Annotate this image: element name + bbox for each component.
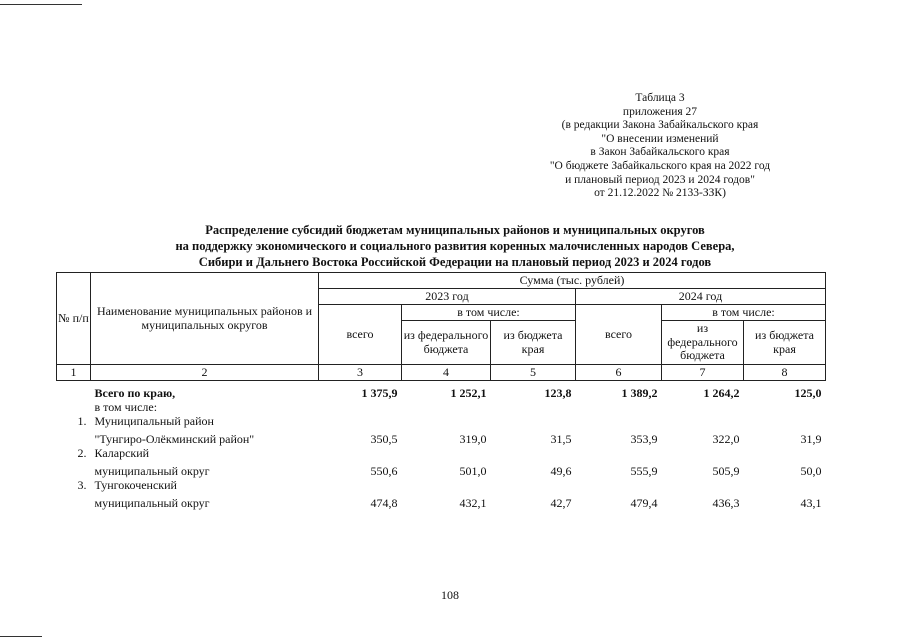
- col-number-cell: 8: [744, 365, 826, 381]
- header-line: и плановый период 2023 и 2024 годов": [565, 173, 755, 186]
- row-name-line2: муниципальный округ: [94, 464, 210, 478]
- col-number-cell: 7: [662, 365, 744, 381]
- row-number: 2.: [77, 445, 87, 460]
- row-name-line2: "Тунгиро-Олёкминский район": [94, 432, 255, 446]
- value-cell: 49,6: [550, 464, 572, 478]
- value-cell: 31,5: [550, 432, 572, 446]
- col-number-cell: 2: [91, 365, 319, 381]
- col-number-cell: 3: [319, 365, 402, 381]
- row-number: 1.: [77, 413, 87, 428]
- total-row-label: Всего по краю,: [94, 386, 176, 400]
- value-cell: 319,0: [459, 432, 487, 446]
- value-cell: 501,0: [459, 464, 487, 478]
- col-number-cell: 6: [576, 365, 662, 381]
- total-cell: 123,8: [544, 386, 572, 400]
- title-line: Сибири и Дальнего Востока Российской Федерации на плановый период 2023 и 2024 годов: [198, 255, 712, 269]
- table-row: [57, 447, 826, 461]
- table-row-values: [57, 429, 826, 447]
- col-header-2024: 2024 год: [576, 289, 826, 305]
- value-cell: 322,0: [712, 432, 740, 446]
- header-line: в Закон Забайкальского края: [590, 146, 730, 159]
- page-number: 108: [441, 588, 459, 602]
- header-line: Таблица 3: [635, 92, 685, 104]
- value-cell: 43,1: [800, 496, 822, 510]
- total-cell: 125,0: [794, 386, 822, 400]
- header-line: "О внесении изменений: [601, 132, 719, 145]
- value-cell: 350,5: [370, 432, 398, 446]
- col-number-cell: 1: [57, 365, 91, 381]
- document-title: [80, 222, 830, 270]
- value-cell: 42,7: [550, 496, 572, 510]
- col-header-regional-2023: из бюджета края: [491, 321, 576, 365]
- col-header-including-2024: в том числе:: [662, 305, 826, 321]
- value-cell: 436,3: [712, 496, 740, 510]
- col-header-total-2023: всего: [319, 305, 402, 365]
- total-cell: 1 375,9: [361, 386, 398, 400]
- table-row-including: [57, 401, 826, 415]
- col-header-total-2024: всего: [576, 305, 662, 365]
- total-cell: 1 252,1: [450, 386, 487, 400]
- col-header-federal-2024: из федерального бюджета: [662, 321, 744, 365]
- total-cell: 1 264,2: [703, 386, 740, 400]
- col-header-2023: 2023 год: [319, 289, 576, 305]
- title-line: Распределение субсидий бюджетам муниципальных районов и муниципальных округов: [205, 223, 705, 237]
- table-row: [57, 415, 826, 429]
- table-row: [57, 479, 826, 493]
- table-row-values: [57, 493, 826, 511]
- value-cell: 50,0: [800, 464, 822, 478]
- value-cell: 31,9: [800, 432, 822, 446]
- header-line: (в редакции Закона Забайкальского края: [561, 119, 759, 132]
- appendix-header: [480, 92, 840, 201]
- col-number-cell: 5: [491, 365, 576, 381]
- col-header-name: Наименование муниципальных районов и муниципальных округов: [91, 273, 319, 365]
- value-cell: 432,1: [459, 496, 487, 510]
- col-number-cell: 4: [402, 365, 491, 381]
- top-edge-line: [0, 4, 82, 5]
- value-cell: 474,8: [370, 496, 398, 510]
- row-name-line2: муниципальный округ: [94, 496, 210, 510]
- col-header-regional-2024: из бюджета края: [744, 321, 826, 365]
- value-cell: 550,6: [370, 464, 398, 478]
- header-line: "О бюджете Забайкальского края на 2022 год: [549, 159, 771, 172]
- bottom-edge-line: [0, 636, 42, 637]
- value-cell: 479,4: [630, 496, 658, 510]
- value-cell: 353,9: [630, 432, 658, 446]
- value-cell: 505,9: [712, 464, 740, 478]
- total-cell: 1 389,2: [621, 386, 658, 400]
- row-name-line1: Тунгокоченский: [94, 478, 177, 492]
- col-header-including-2023: в том числе:: [402, 305, 576, 321]
- subsidy-table: [56, 272, 826, 511]
- header-line: приложения 27: [622, 105, 698, 118]
- col-header-sum: Сумма (тыс. рублей): [319, 273, 826, 289]
- title-line: на поддержку экономического и социального развития коренных малочисленных народов Севера,: [175, 239, 735, 253]
- header-line: от 21.12.2022 № 2133-ЗЗК): [594, 187, 726, 200]
- row-name-line1: Каларский: [94, 446, 150, 460]
- row-number: 3.: [77, 477, 87, 492]
- col-header-federal-2023: из федерального бюджета: [402, 321, 491, 365]
- including-label: в том числе:: [94, 400, 158, 414]
- row-name-line1: Муниципальный район: [94, 414, 214, 428]
- table-row-total: [57, 381, 826, 401]
- table-row-values: [57, 461, 826, 479]
- value-cell: 555,9: [630, 464, 658, 478]
- col-header-number: № п/п: [57, 273, 91, 365]
